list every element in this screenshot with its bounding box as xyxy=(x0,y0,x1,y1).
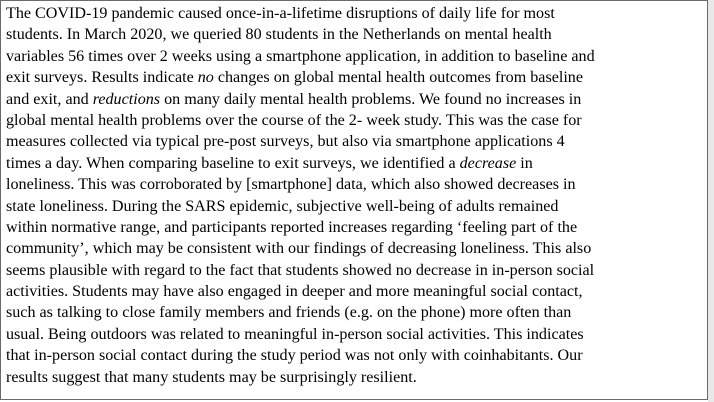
text-line xyxy=(6,67,706,88)
text-run: on many daily mental health problems. We found no increases in xyxy=(160,90,582,108)
text-run: activities. Students may have also engaged in deeper and more meaningful social contact, xyxy=(6,283,583,301)
emphasized-word: no xyxy=(197,69,214,87)
text-run: loneliness. This was corroborated by [smartphone] data, which also showed decreases in xyxy=(6,176,576,194)
text-run: changes on global mental health outcomes from baseline xyxy=(213,69,583,87)
text-line xyxy=(6,174,706,195)
text-run: usual. Being outdoors was related to meaningful in-person social activities. This indicates xyxy=(6,325,584,343)
text-line xyxy=(6,281,706,302)
text-run: results suggest that many students may be surprisingly resilient. xyxy=(6,368,417,386)
text-run: and exit, and xyxy=(6,90,93,108)
text-line xyxy=(6,46,706,67)
text-run: that in-person social contact during the study period was not only with coinhabitants. Our xyxy=(6,347,583,365)
text-line xyxy=(6,367,706,388)
emphasized-word: decrease xyxy=(459,154,517,172)
emphasized-word: reductions xyxy=(92,90,161,108)
text-line xyxy=(6,3,706,24)
window-edge xyxy=(708,0,714,402)
text-line xyxy=(6,238,706,259)
text-run: The COVID-19 pandemic caused once-in-a-lifetime disruptions of daily life for most xyxy=(6,5,555,22)
text-run: times a day. When comparing baseline to exit surveys, we identified a xyxy=(6,154,460,172)
text-line xyxy=(6,260,706,281)
text-run: exit surveys. Results indicate xyxy=(6,69,198,87)
text-run: within normative range, and participants reported increases regarding ‘feeling part of the xyxy=(6,218,578,236)
text-line xyxy=(6,110,706,131)
text-run: seems plausible with regard to the fact that students showed no decrease in in-person social xyxy=(6,261,595,279)
text-run: state loneliness. During the SARS epidemic, subjective well-being of adults remained xyxy=(6,197,559,215)
text-line xyxy=(6,345,706,366)
text-run: in xyxy=(516,154,533,172)
text-run: variables 56 times over 2 weeks using a smartphone application, in addition to baseline and xyxy=(6,47,595,65)
text-line xyxy=(6,302,706,323)
body-paragraph xyxy=(6,3,706,388)
text-line xyxy=(6,24,706,45)
text-run: such as talking to close family members and friends (e.g. on the phone) more often than xyxy=(6,304,572,322)
text-line xyxy=(6,153,706,174)
text-run: community’, which may be consistent with our findings of decreasing loneliness. This also xyxy=(6,240,592,258)
text-line xyxy=(6,217,706,238)
text-run: measures collected via typical pre-post surveys, but also via smartphone applications 4 xyxy=(6,133,565,151)
text-run: global mental health problems over the course of the 2- week study. This was the case for xyxy=(6,111,582,129)
text-run: students. In March 2020, we queried 80 students in the Netherlands on mental health xyxy=(6,26,552,44)
text-line xyxy=(6,89,706,110)
text-line xyxy=(6,324,706,345)
text-line xyxy=(6,196,706,217)
text-line xyxy=(6,131,706,152)
